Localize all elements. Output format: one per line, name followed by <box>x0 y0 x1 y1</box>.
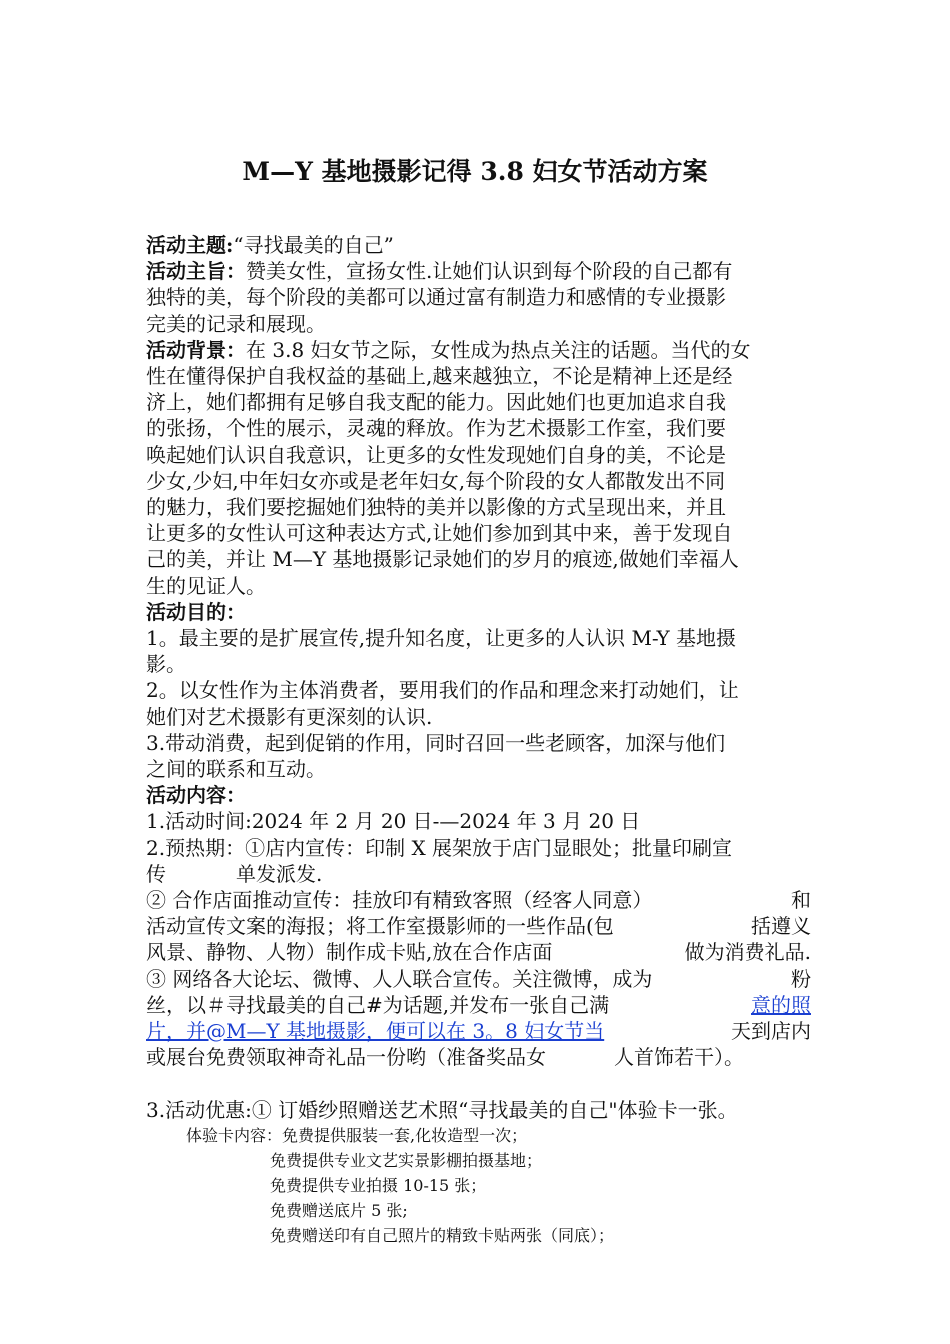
background-line: 的魅力，我们要挖掘她们独特的美并以影像的方式呈现出来，并且 <box>146 495 726 520</box>
goal-line: 1。最主要的是扩展宣传,提升知名度，让更多的人认识 M-Y 基地摄 <box>146 626 737 651</box>
goal-line: 2。以女性作为主体消费者，要用我们的作品和理念来打动她们，让 <box>146 678 739 703</box>
background-line: 唤起她们认识自我意识，让更多的女性发现她们自身的美，不论是 <box>146 442 726 467</box>
content-text: ② 合作店面推动宣传：挂放印有精致客照（经客人同意） <box>146 888 653 913</box>
background-text: 在 3.8 妇女节之际，女性成为热点关注的话题。当代的女 <box>246 337 751 362</box>
document-body <box>146 232 811 1248</box>
card-item: 免费提供专业拍摄 10-15 张； <box>270 1175 487 1195</box>
card-item: 免费提供专业文艺实景影棚拍摄基地； <box>270 1150 543 1170</box>
content-text: 人首饰若干）。 <box>614 1045 744 1070</box>
content-text: 单发派发. <box>236 861 323 886</box>
offer-line: 3.活动优惠:① 订婚纱照赠送艺术照“寻找最美的自己"体验卡一张。 <box>146 1097 738 1122</box>
purpose-line: 独特的美，每个阶段的美都可以通过富有制造力和感情的专业摄影 <box>146 285 726 310</box>
content-line <box>146 966 811 992</box>
content-text: 活动宣传文案的海报；将工作室摄影师的一些作品(包 <box>146 914 614 939</box>
content-line: 2.预热期：①店内宣传：印制 X 展架放于店门显眼处；批量印刷宣 <box>146 835 733 860</box>
content-line <box>146 1018 811 1044</box>
content-line <box>146 861 811 887</box>
card-item: 免费赠送底片 5 张; <box>270 1200 408 1220</box>
goal-line: 3.带动消费，起到促销的作用，同时召回一些老顾客，加深与他们 <box>146 730 726 755</box>
content-line <box>146 887 811 913</box>
goals-label: 活动目的： <box>146 599 246 624</box>
content-text: 丝，以＃寻找最美的自己#为话题,并发布一张自己满 <box>146 992 610 1017</box>
card-label: 体验卡内容：免费提供服装一套,化妆造型一次； <box>186 1125 528 1145</box>
content-text: 风景、静物、人物）制作成卡贴,放在合作店面 <box>146 940 553 965</box>
content-label: 活动内容： <box>146 783 246 808</box>
content-text: 或展台免费领取神奇礼品一份哟（准备奖品女 <box>146 1045 546 1070</box>
background-line <box>146 337 811 363</box>
background-line: 的张扬，个性的展示，灵魂的释放。作为艺术摄影工作室，我们要 <box>146 416 726 441</box>
theme-label: 活动主题: <box>146 233 234 257</box>
goal-line: 她们对艺术摄影有更深刻的认识. <box>146 704 433 729</box>
background-line: 生的见证人。 <box>146 573 266 598</box>
background-label: 活动背景： <box>146 337 246 362</box>
content-text: 粉 <box>791 966 811 991</box>
content-text: 天到店内 <box>731 1019 811 1044</box>
theme-line <box>146 232 811 258</box>
content-line <box>146 1044 811 1070</box>
content-line <box>146 913 811 939</box>
goal-line: 之间的联系和互动。 <box>146 757 326 782</box>
background-line: 己的美，并让 M—Y 基地摄影记录她们的岁月的痕迹,做她们幸福人 <box>146 547 739 572</box>
goal-line: 影。 <box>146 652 186 677</box>
content-text: 括遵义 <box>751 914 811 939</box>
purpose-text: 赞美女性，宣扬女性.让她们认识到每个阶段的自己都有 <box>246 259 733 284</box>
content-text: ③ 网络各大论坛、微博、人人联合宣传。关注微博，成为 <box>146 966 653 991</box>
background-line: 让更多的女性认可这种表达方式,让她们参加到其中来，善于发现自 <box>146 521 733 546</box>
spacer <box>146 1071 811 1097</box>
purpose-line <box>146 258 811 284</box>
card-item: 免费赠送印有自己照片的精致卡贴两张（同底）； <box>270 1225 615 1245</box>
background-line: 少女,少妇,中年妇女亦或是老年妇女,每个阶段的女人都散发出不同 <box>146 468 726 493</box>
content-link[interactable]: 意的照 <box>751 992 811 1017</box>
purpose-label: 活动主旨： <box>146 259 246 284</box>
content-link[interactable]: 片，并@M—Y 基地摄影，便可以在 3。8 妇女节当 <box>146 1019 605 1044</box>
purpose-line: 完美的记录和展现。 <box>146 311 326 336</box>
content-line <box>146 939 811 965</box>
content-text: 传 <box>146 861 166 886</box>
page-title: M—Y 基地摄影记得 3.8 妇女节活动方案 <box>242 157 708 186</box>
content-text: 做为消费礼品. <box>684 940 811 965</box>
background-line: 性在懂得保护自我权益的基础上,越来越独立，不论是精神上还是经 <box>146 364 733 389</box>
content-text: 和 <box>791 888 811 913</box>
background-line: 济上，她们都拥有足够自我支配的能力。因此她们也更加追求自我 <box>146 390 726 415</box>
content-time: 1.活动时间:2024 年 2 月 20 日-—2024 年 3 月 20 日 <box>146 809 641 834</box>
content-line <box>146 992 811 1018</box>
theme-text: “寻找最美的自己” <box>233 233 394 257</box>
